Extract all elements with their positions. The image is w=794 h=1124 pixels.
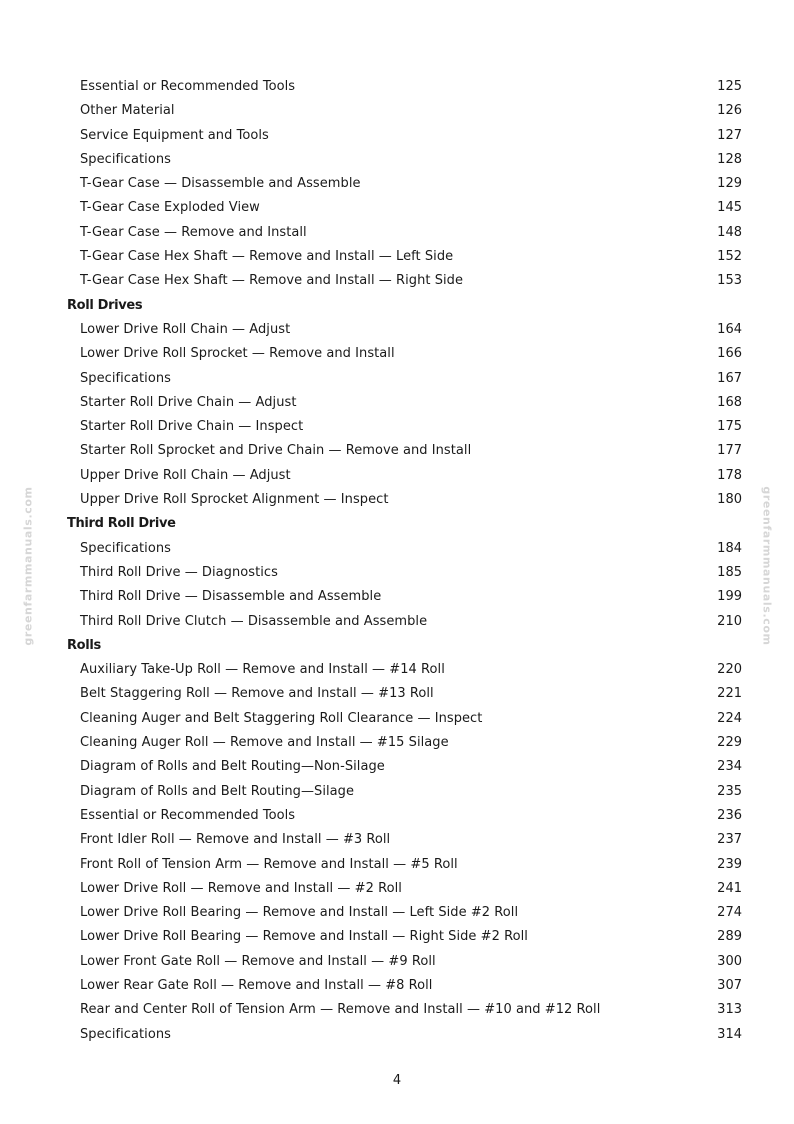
toc-entry[interactable] bbox=[0, 464, 794, 488]
entry-page-number: 175 bbox=[717, 419, 742, 435]
entry-page-number: 129 bbox=[717, 176, 742, 192]
toc-entry[interactable] bbox=[0, 658, 794, 682]
entry-title: Essential or Recommended Tools bbox=[80, 807, 296, 823]
entry-page-number: 168 bbox=[717, 394, 742, 410]
entry-page-number: 126 bbox=[717, 103, 742, 119]
table-of-contents bbox=[0, 75, 794, 1047]
toc-entry[interactable] bbox=[0, 269, 794, 293]
toc-entry[interactable] bbox=[0, 610, 794, 634]
toc-entry[interactable] bbox=[0, 99, 794, 123]
toc-entry[interactable] bbox=[0, 877, 794, 901]
section-title: Rolls bbox=[67, 637, 101, 653]
entry-page-number: 164 bbox=[717, 321, 742, 337]
entry-title: Starter Roll Drive Chain — Inspect bbox=[80, 419, 304, 435]
entry-title: Front Idler Roll — Remove and Install — #3 Roll bbox=[80, 832, 391, 848]
entry-page-number: 235 bbox=[717, 783, 742, 799]
toc-entry[interactable] bbox=[0, 998, 794, 1022]
entry-title: Cleaning Auger and Belt Staggering Roll Clearance — Inspect bbox=[80, 710, 483, 726]
entry-title: Lower Drive Roll Sprocket — Remove and Install bbox=[80, 346, 395, 362]
toc-entry[interactable] bbox=[0, 439, 794, 463]
entry-page-number: 180 bbox=[717, 492, 742, 508]
toc-entry[interactable] bbox=[0, 318, 794, 342]
entry-page-number: 224 bbox=[717, 710, 742, 726]
entry-title: Specifications bbox=[80, 151, 171, 167]
toc-entry[interactable] bbox=[0, 367, 794, 391]
entry-page-number: 220 bbox=[717, 662, 742, 678]
entry-page-number: 145 bbox=[717, 200, 742, 216]
toc-entry[interactable] bbox=[0, 853, 794, 877]
entry-page-number: 178 bbox=[717, 467, 742, 483]
entry-page-number: 185 bbox=[717, 564, 742, 580]
toc-section-heading[interactable] bbox=[0, 512, 794, 536]
toc-entry[interactable] bbox=[0, 415, 794, 439]
entry-title: T-Gear Case — Disassemble and Assemble bbox=[80, 176, 361, 192]
entry-title: Other Material bbox=[80, 103, 175, 119]
watermark-left: greenfarmmanuals.com bbox=[21, 486, 35, 646]
entry-page-number: 210 bbox=[717, 613, 742, 629]
toc-entry[interactable] bbox=[0, 707, 794, 731]
toc-entry[interactable] bbox=[0, 804, 794, 828]
page-number: 4 bbox=[392, 1073, 402, 1088]
watermark-right: greenfarmmanuals.com bbox=[760, 486, 774, 646]
toc-entry[interactable] bbox=[0, 196, 794, 220]
toc-entry[interactable] bbox=[0, 488, 794, 512]
entry-title: T-Gear Case Hex Shaft — Remove and Install — Left Side bbox=[80, 249, 454, 265]
toc-entry[interactable] bbox=[0, 537, 794, 561]
entry-title: Third Roll Drive — Diagnostics bbox=[80, 564, 278, 580]
entry-title: Lower Rear Gate Roll — Remove and Install — #8 Roll bbox=[80, 977, 433, 993]
toc-entry[interactable] bbox=[0, 561, 794, 585]
entry-title: Lower Drive Roll — Remove and Install — #2 Roll bbox=[80, 880, 402, 896]
entry-page-number: 307 bbox=[717, 977, 742, 993]
entry-title: Third Roll Drive Clutch — Disassemble and Assemble bbox=[80, 613, 428, 629]
entry-page-number: 229 bbox=[717, 735, 742, 751]
entry-title: Specifications bbox=[80, 1026, 171, 1042]
toc-entry[interactable] bbox=[0, 585, 794, 609]
entry-title: T-Gear Case Exploded View bbox=[80, 200, 260, 216]
entry-title: Lower Front Gate Roll — Remove and Install — #9 Roll bbox=[80, 953, 436, 969]
entry-title: Belt Staggering Roll — Remove and Install — #13 Roll bbox=[80, 686, 434, 702]
toc-entry[interactable] bbox=[0, 148, 794, 172]
entry-title: Diagram of Rolls and Belt Routing—Non-Silage bbox=[80, 759, 385, 775]
toc-entry[interactable] bbox=[0, 75, 794, 99]
entry-page-number: 221 bbox=[717, 686, 742, 702]
entry-title: T-Gear Case Hex Shaft — Remove and Install — Right Side bbox=[80, 273, 464, 289]
entry-page-number: 241 bbox=[717, 880, 742, 896]
entry-title: Starter Roll Sprocket and Drive Chain — Remove and Install bbox=[80, 443, 472, 459]
entry-title: Upper Drive Roll Chain — Adjust bbox=[80, 467, 291, 483]
entry-page-number: 128 bbox=[717, 151, 742, 167]
entry-title: Specifications bbox=[80, 370, 171, 386]
toc-entry[interactable] bbox=[0, 755, 794, 779]
section-title: Roll Drives bbox=[67, 297, 143, 313]
entry-page-number: 167 bbox=[717, 370, 742, 386]
entry-title: Rear and Center Roll of Tension Arm — Remove and Install — #10 and #12 Roll bbox=[80, 1002, 601, 1018]
entry-page-number: 199 bbox=[717, 589, 742, 605]
entry-page-number: 236 bbox=[717, 807, 742, 823]
entry-title: Cleaning Auger Roll — Remove and Install — #15 Silage bbox=[80, 735, 449, 751]
section-title: Third Roll Drive bbox=[67, 516, 176, 532]
entry-page-number: 125 bbox=[717, 79, 742, 94]
entry-page-number: 166 bbox=[717, 346, 742, 362]
toc-entry[interactable] bbox=[0, 950, 794, 974]
entry-page-number: 313 bbox=[717, 1002, 742, 1018]
entry-title: Diagram of Rolls and Belt Routing—Silage bbox=[80, 783, 355, 799]
entry-title: Lower Drive Roll Chain — Adjust bbox=[80, 321, 291, 337]
entry-title: Third Roll Drive — Disassemble and Assemble bbox=[80, 589, 382, 605]
toc-entry[interactable] bbox=[0, 124, 794, 148]
toc-entry[interactable] bbox=[0, 780, 794, 804]
toc-entry[interactable] bbox=[0, 245, 794, 269]
toc-section-heading[interactable] bbox=[0, 294, 794, 318]
entry-title: Specifications bbox=[80, 540, 171, 556]
entry-page-number: 153 bbox=[717, 273, 742, 289]
entry-title: Auxiliary Take-Up Roll — Remove and Install — #14 Roll bbox=[80, 662, 445, 678]
entry-page-number: 152 bbox=[717, 249, 742, 265]
entry-page-number: 289 bbox=[717, 929, 742, 945]
toc-entry[interactable] bbox=[0, 391, 794, 415]
toc-entry[interactable] bbox=[0, 682, 794, 706]
entry-page-number: 148 bbox=[717, 224, 742, 240]
entry-title: Starter Roll Drive Chain — Adjust bbox=[80, 394, 297, 410]
toc-entry[interactable] bbox=[0, 828, 794, 852]
entry-page-number: 300 bbox=[717, 953, 742, 969]
toc-entry[interactable] bbox=[0, 901, 794, 925]
toc-entry[interactable] bbox=[0, 974, 794, 998]
entry-title: Front Roll of Tension Arm — Remove and Install — #5 Roll bbox=[80, 856, 458, 872]
entry-page-number: 314 bbox=[717, 1026, 742, 1042]
entry-page-number: 237 bbox=[717, 832, 742, 848]
entry-page-number: 274 bbox=[717, 905, 742, 921]
entry-title: Service Equipment and Tools bbox=[80, 127, 269, 143]
entry-title: Lower Drive Roll Bearing — Remove and Install — Right Side #2 Roll bbox=[80, 929, 528, 945]
entry-title: Lower Drive Roll Bearing — Remove and Install — Left Side #2 Roll bbox=[80, 905, 519, 921]
toc-entry[interactable] bbox=[0, 1023, 794, 1047]
entry-title: Essential or Recommended Tools bbox=[80, 79, 296, 94]
entry-page-number: 239 bbox=[717, 856, 742, 872]
toc-entry[interactable] bbox=[0, 731, 794, 755]
entry-page-number: 127 bbox=[717, 127, 742, 143]
toc-entry[interactable] bbox=[0, 221, 794, 245]
toc-entry[interactable] bbox=[0, 172, 794, 196]
entry-page-number: 184 bbox=[717, 540, 742, 556]
entry-title: Upper Drive Roll Sprocket Alignment — Inspect bbox=[80, 492, 389, 508]
entry-page-number: 234 bbox=[717, 759, 742, 775]
toc-entry[interactable] bbox=[0, 342, 794, 366]
toc-section-heading[interactable] bbox=[0, 634, 794, 658]
toc-entry[interactable] bbox=[0, 925, 794, 949]
entry-title: T-Gear Case — Remove and Install bbox=[80, 224, 307, 240]
entry-page-number: 177 bbox=[717, 443, 742, 459]
